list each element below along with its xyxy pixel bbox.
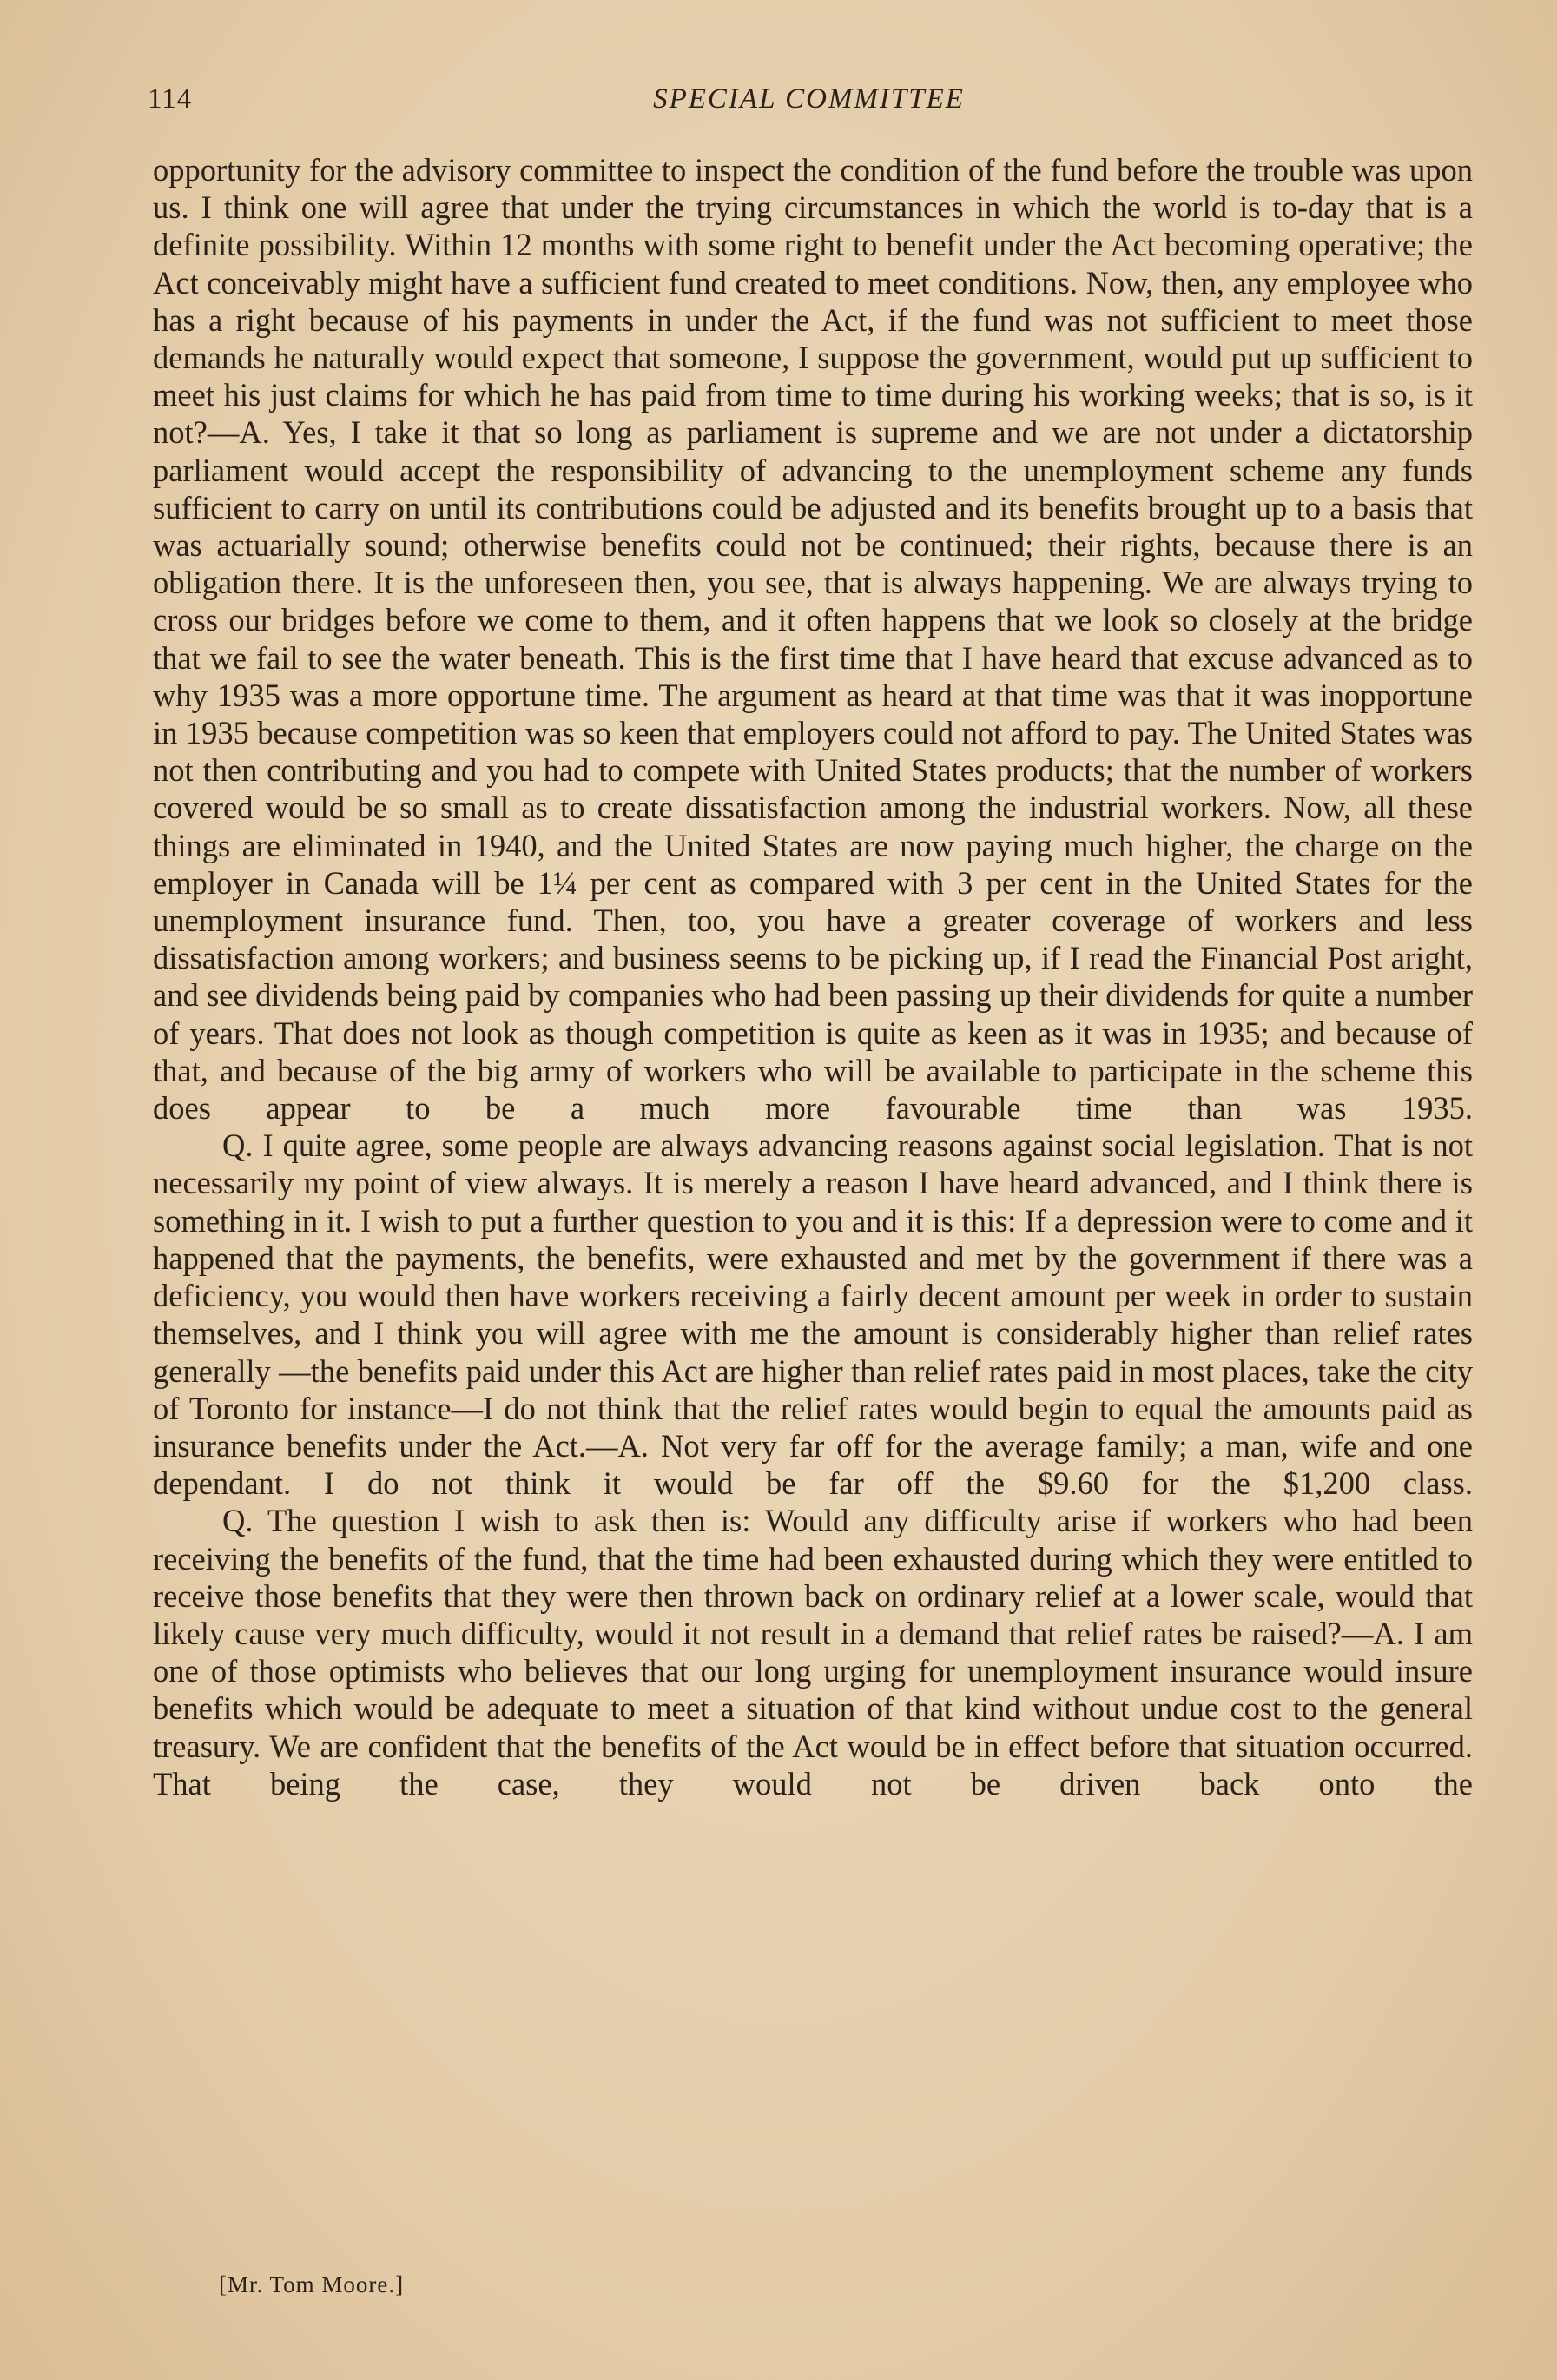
paragraph-question-3: Q. The question I wish to ask then is: Would any difficulty arise if workers who had been receiving the benefits of the fund, that the time had been exhausted during which they were entitled to receive those benefits that they were then thrown back on ordinary relief at a lower scale, would that likely cause very much difficulty, would it not result in a demand that relief rates be raised?—A. I am one of those optimists who believes that our long urging for unemployment insurance would insure benefits which would be adequate to meet a situation of that kind without undue cost to the general treasury. We are confident that the benefits of the Act would be in effect before that situation occurred. That being the case, they would not be driven back onto the <box>153 1503 1473 1802</box>
page-number: 114 <box>148 83 193 115</box>
paragraph-question-2: Q. I quite agree, some people are always advancing reasons against social legislation. That is not necessarily my point of view always. It is merely a reason I have heard advanced, and I think there is something in it. I wish to put a further question to you and it is this: If a depression were to come and it happened that the payments, the benefits, were exhausted and met by the government if there was a deficiency, you would then have workers receiving a fairly decent amount per week in order to sustain themselves, and I think you will agree with me the amount is considerably higher than relief rates generally —the benefits paid under this Act are higher than relief rates paid in most places, take the city of Toronto for instance—I do not think that the relief rates would begin to equal the amounts paid as insurance benefits under the Act.—A. Not very far off for the average family; a man, wife and one dependant. I do not think it would be far off the $9.60 for the $1,200 class. <box>153 1127 1473 1502</box>
running-title: SPECIAL COMMITTEE <box>653 83 965 115</box>
paragraph-continuation: opportunity for the advisory committee to inspect the condition of the fund before the trouble was upon us. I think one will agree that under the trying circumstances in which the world is to-day that is a definite possibility. Within 12 months with some right to benefit under the Act becoming operative; the Act conceivably might have a sufficient fund created to meet conditions. Now, then, any employee who has a right because of his payments in under the Act, if the fund was not sufficient to meet those demands he naturally would expect that someone, I suppose the government, would put up sufficient to meet his just claims for which he has paid from time to time during his working weeks; that is so, is it not?—A. Yes, I take it that so long as parliament is supreme and we are not under a dictatorship parliament would accept the responsibility of advancing to the unemployment scheme any funds sufficient to carry on until its contributions could be adjusted and its benefits brought up to a basis that was actuarially sound; otherwise benefits could not be continued; their rights, because there is an obligation there. It is the unforeseen then, you see, that is always happening. We are always trying to cross our bridges before we come to them, and it often happens that we look so closely at the bridge that we fail to see the water beneath. This is the first time that I have heard that excuse advanced as to why 1935 was a more opportune time. The argument as heard at that time was that it was inopportune in 1935 because competition was so keen that employers could not afford to pay. The United States was not then contributing and you had to compete with United States products; that the number of workers covered would be so small as to create dissatisfaction among the industrial workers. Now, all these things are eliminated in 1940, and the United States are now paying much higher, the charge on the employer in Canada will be 1¼ per cent as compared with 3 per cent in the United States for the unemployment insurance fund. Then, too, you have a greater coverage of workers and less dissatisfaction among workers; and business seems to be picking up, if I read the Financial Post aright, and see dividends being paid by companies who had been passing up their dividends for quite a number of years. That does not look as though competition is quite as keen as it was in 1935; and because of that, and because of the big army of workers who will be available to participate in the scheme this does appear to be a much more favourable time than was 1935. <box>153 152 1473 1127</box>
page-header <box>148 83 1470 125</box>
speaker-footnote: [Mr. Tom Moore.] <box>219 2271 405 2297</box>
body-text <box>153 151 1473 1802</box>
